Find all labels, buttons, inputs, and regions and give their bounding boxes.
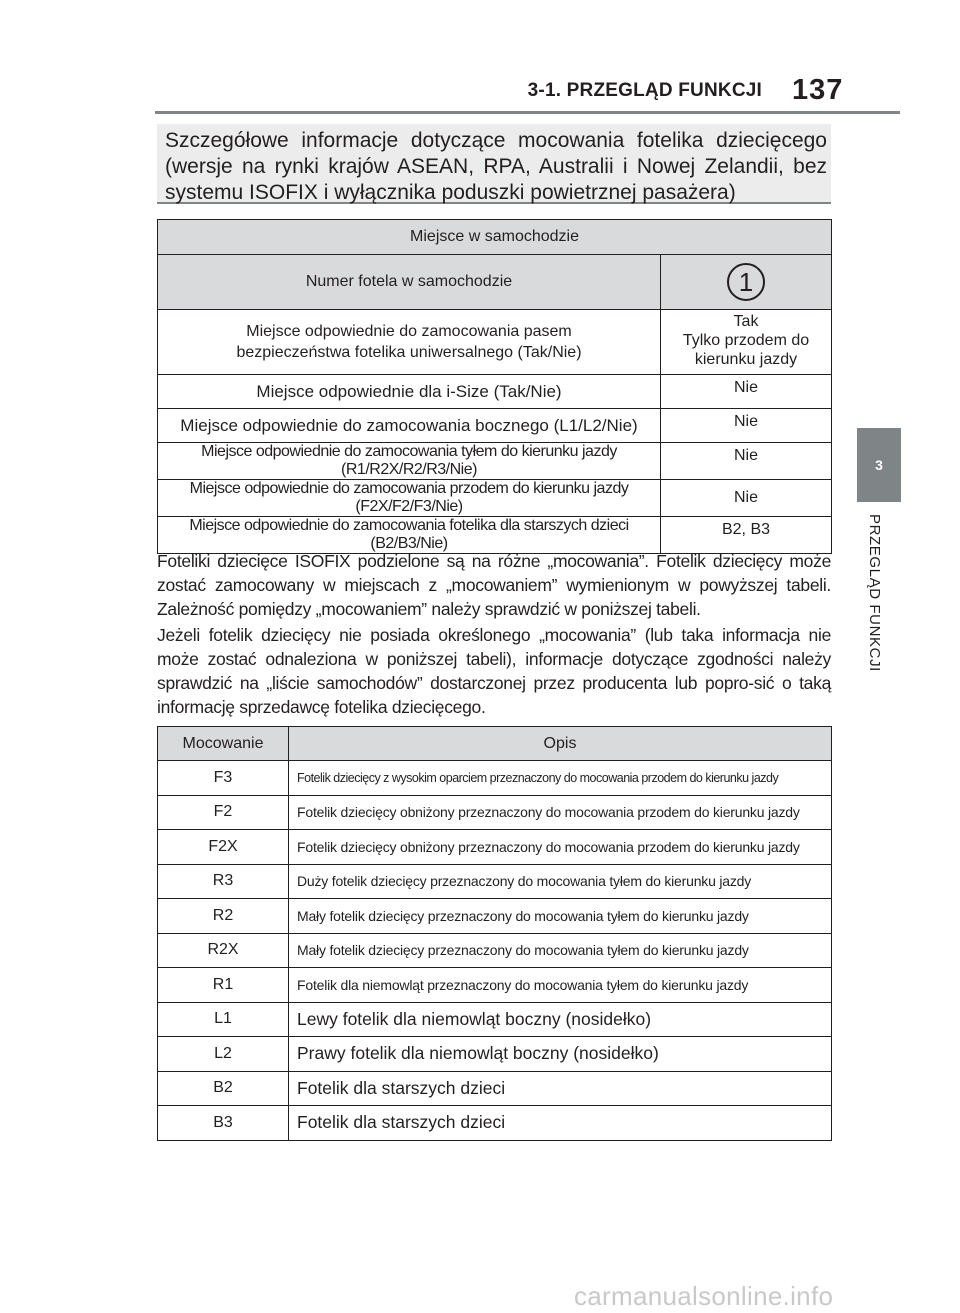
paragraph: Jeżeli fotelik dziecięcy nie posiada określonego „mocowania” (lub taka informacja nie może zostać odnaleziona w poniższej tabeli), informacje dotyczące zgodności należy sprawdzić na „liście samochodów” dostarczonej przez producenta lub popro-sić o taką informację sprzedawcę fotelika dziecięcego. [157,625,831,717]
page-header [0,0,960,116]
table-row [158,1071,832,1106]
row-value-line: Tylko przodem do kierunku jazdy [682,332,810,368]
column-header-code: Mocowanie [158,727,289,761]
fixture-code: R2 [158,899,289,934]
seat-position-table [157,219,832,554]
table-row [158,1037,832,1072]
column-header-desc: Opis [289,727,832,761]
fixture-code: F2 [158,795,289,830]
table-row [158,864,832,899]
seat-number-cell [661,255,832,310]
row-value: Nie [661,443,832,480]
row-value: Nie [661,375,832,409]
fixture-description: Prawy fotelik dla niemowląt boczny (nosidełko) [289,1037,832,1072]
table-row [158,310,832,375]
section-title: 3-1. PRZEGLĄD FUNKCJI [527,80,762,101]
row-value: Nie [661,480,832,517]
seat-number-circle-icon: 1 [727,263,765,301]
fixture-description: Lewy fotelik dla niemowląt boczny (nosidełko) [289,1002,832,1037]
table-header-row [158,220,832,255]
fixture-code: B3 [158,1106,289,1141]
fixture-description: Mały fotelik dziecięcy przeznaczony do mocowania tyłem do kierunku jazdy [289,933,832,968]
fixture-table [157,726,832,1141]
table-row [158,517,832,554]
row-value: Nie [661,409,832,443]
row-label: Miejsce odpowiednie do zamocowania przodem do kierunku jazdy (F2X/F2/F3/Nie) [158,480,661,517]
table-row [158,1002,832,1037]
chapter-tab-label: PRZEGLĄD FUNKCJI [866,514,883,672]
chapter-tab[interactable]: 3 [857,428,901,502]
fixture-description: Mały fotelik dziecięcy przeznaczony do mocowania tyłem do kierunku jazdy [289,899,832,934]
table-row [158,830,832,865]
intro-box: Szczegółowe informacje dotyczące mocowania fotelika dziecięcego (wersje na rynki krajów ASEAN, RPA, Australii i Nowej Zelandii, bez systemu ISOFIX i wyłącznika poduszki powietrznej pasażera) [157,124,831,204]
seat-number-label: Numer fotela w samochodzie [158,255,661,310]
fixture-code: F3 [158,761,289,796]
row-label: Miejsce odpowiednie dla i-Size (Tak/Nie) [158,375,661,409]
fixture-code: R2X [158,933,289,968]
watermark-url[interactable]: carmanualsonline.info [574,1281,834,1311]
row-label: Miejsce odpowiednie do zamocowania tyłem do kierunku jazdy (R1/R2X/R2/R3/Nie) [158,443,661,480]
fixture-description: Fotelik dziecięcy obniżony przeznaczony do mocowania przodem do kierunku jazdy [289,830,832,865]
row-label: Miejsce odpowiednie do zamocowania fotelika dla starszych dzieci (B2/B3/Nie) [158,517,661,554]
table-header-row [158,727,832,761]
row-label: Miejsce odpowiednie do zamocowania bocznego (L1/L2/Nie) [158,409,661,443]
table-row [158,1106,832,1141]
table-row [158,795,832,830]
fixture-code: L2 [158,1037,289,1072]
fixture-description: Duży fotelik dziecięcy przeznaczony do mocowania tyłem do kierunku jazdy [289,864,832,899]
row-value: B2, B3 [661,517,832,554]
fixture-code: B2 [158,1071,289,1106]
fixture-description: Fotelik dla starszych dzieci [289,1106,832,1141]
table-row [158,899,832,934]
table-row [158,409,832,443]
table-header-cell: Miejsce w samochodzie [158,220,832,255]
fixture-code: L1 [158,1002,289,1037]
row-value-line: Tak [733,313,759,330]
fixture-code: F2X [158,830,289,865]
paragraph: Foteliki dziecięce ISOFIX podzielone są na różne „mocowania”. Fotelik dziecięcy może zostać zamocowany w miejscach z „mocowaniem” wymienionym w powyższej tabeli. Zależność pomiędzy „mocowaniem” należy sprawdzić w poniższej tabeli. [157,551,831,619]
fixture-code: R1 [158,968,289,1003]
page-number: 137 [792,74,844,106]
fixture-description: Fotelik dla starszych dzieci [289,1071,832,1106]
header-rule [155,111,900,114]
fixture-code: R3 [158,864,289,899]
table-row [158,443,832,480]
row-value [661,310,832,375]
fixture-description: Fotelik dziecięcy z wysokim oparciem przeznaczony do mocowania przodem do kierunku jazdy [289,761,832,796]
table-row [158,480,832,517]
seat-number-row [158,255,832,310]
fixture-description: Fotelik dziecięcy obniżony przeznaczony do mocowania przodem do kierunku jazdy [289,795,832,830]
table-row [158,375,832,409]
table-row [158,933,832,968]
row-label: Miejsce odpowiednie do zamocowania pasem bezpieczeństwa fotelika uniwersalnego (Tak/Nie) [158,310,661,375]
fixture-description: Fotelik dla niemowląt przeznaczony do mocowania tyłem do kierunku jazdy [289,968,832,1003]
table-row [158,968,832,1003]
table-row [158,761,832,796]
